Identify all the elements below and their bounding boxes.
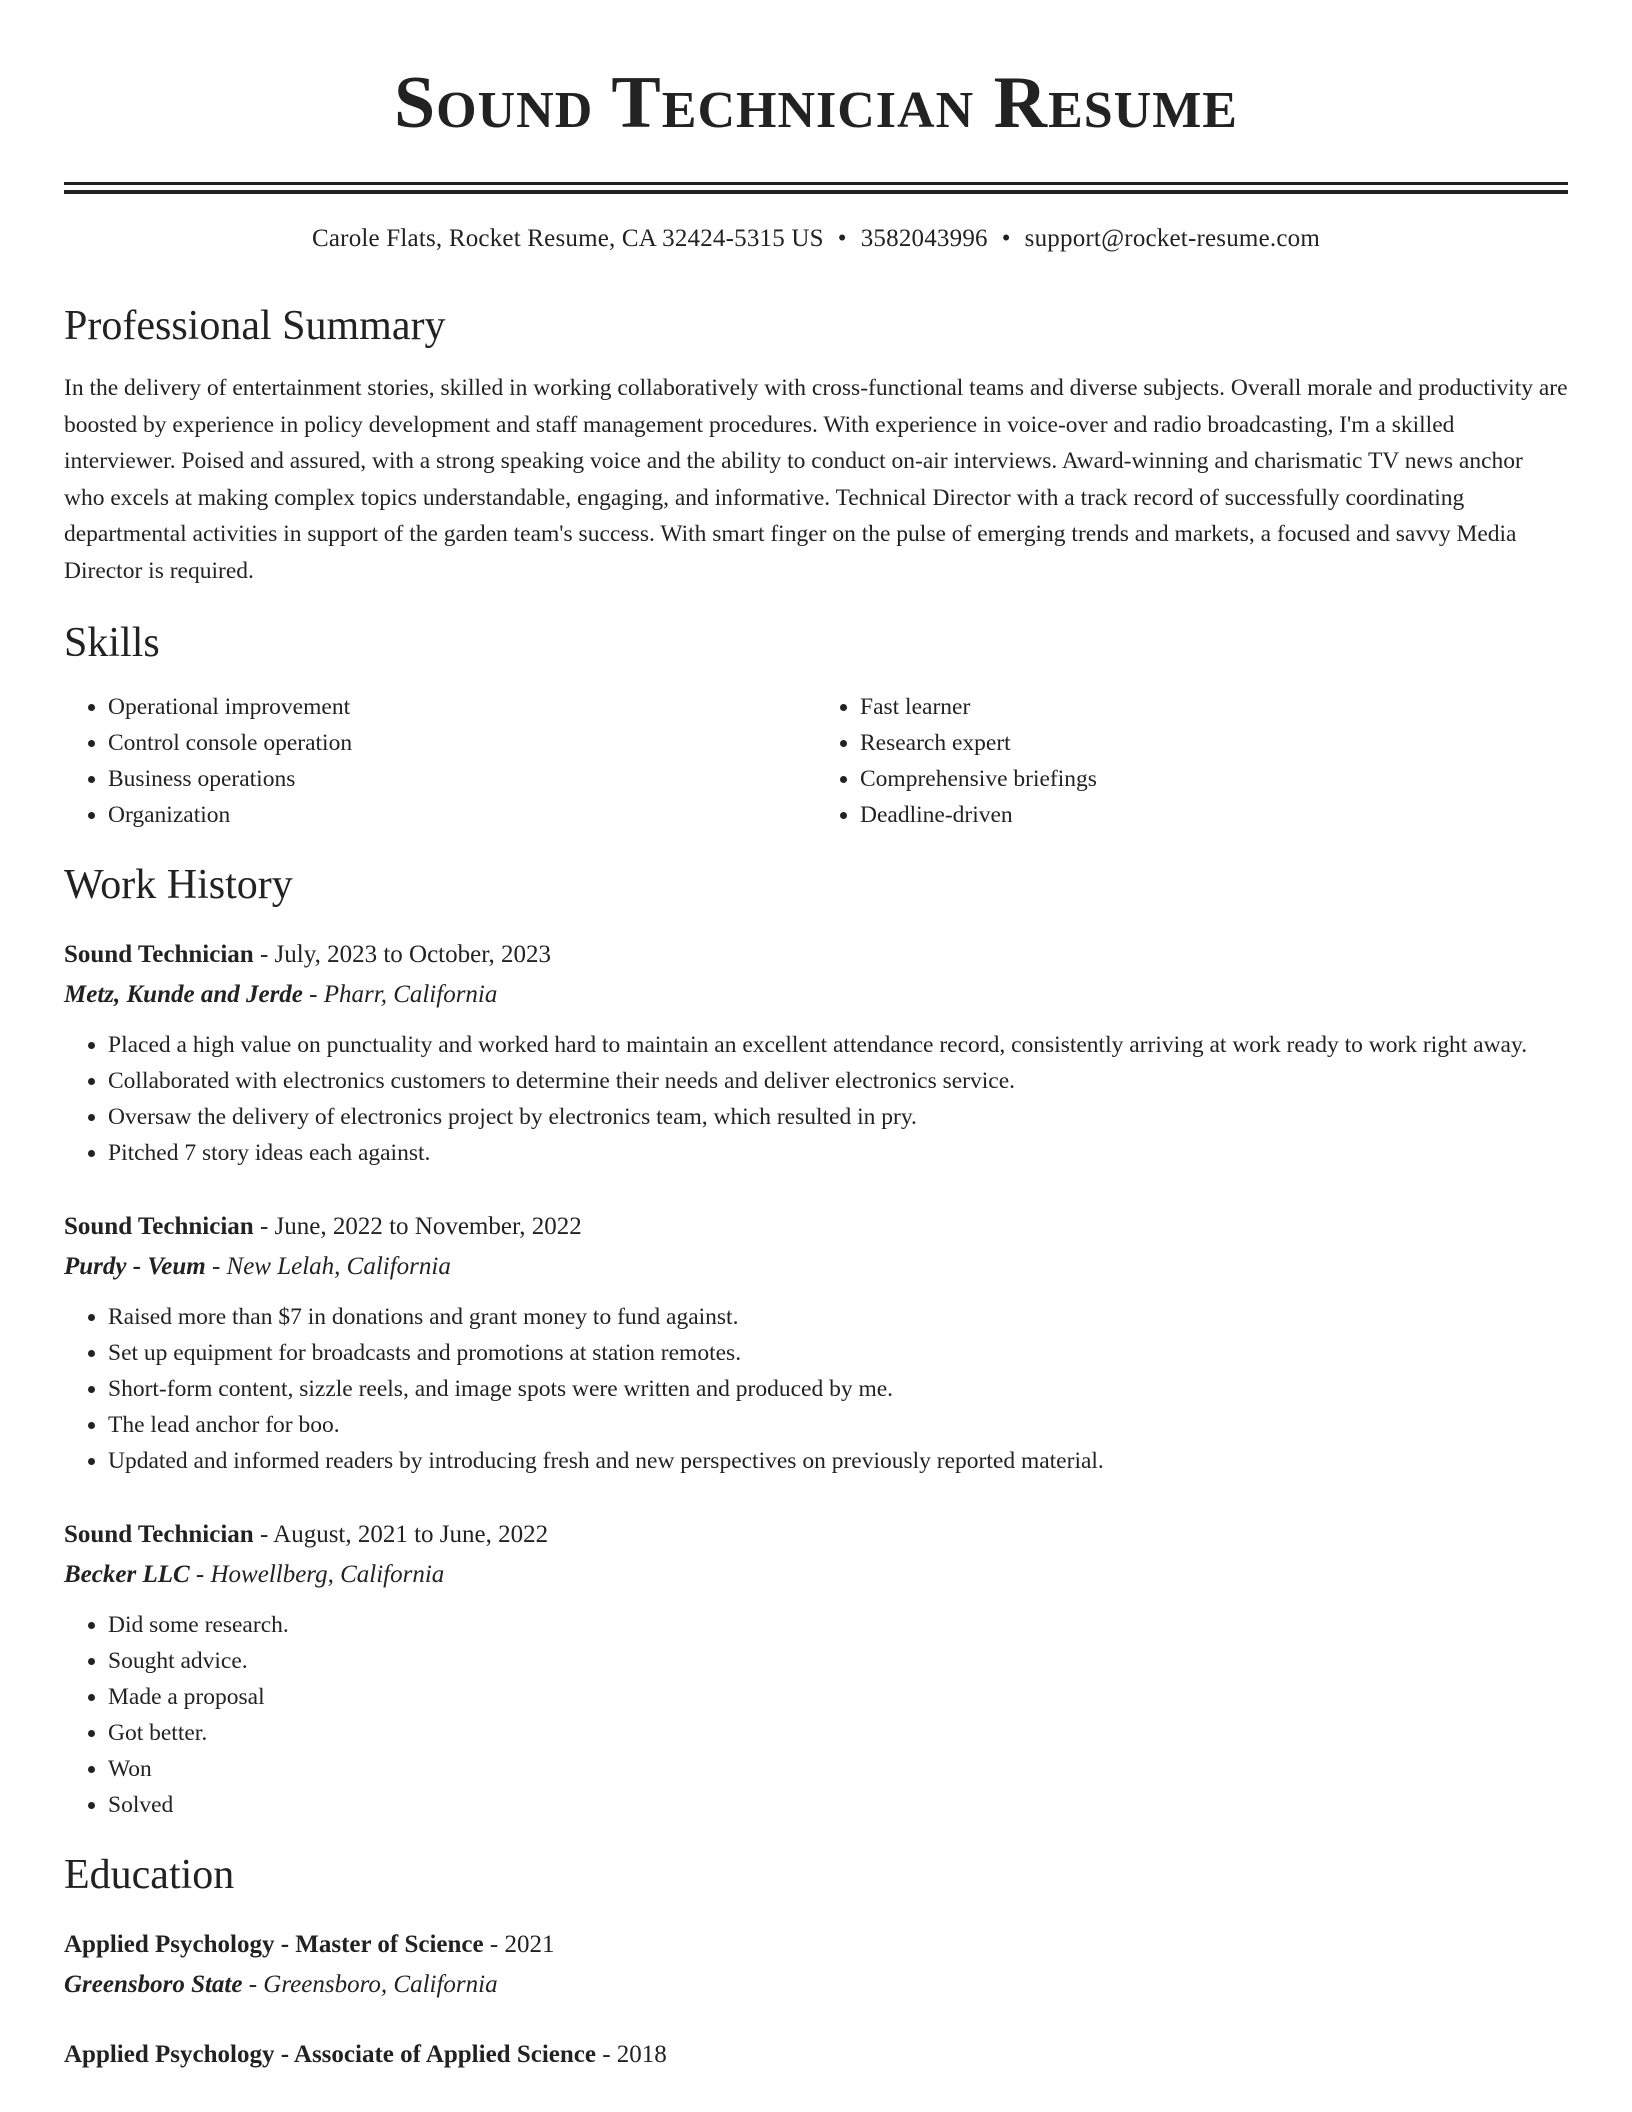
job-employer [64,1555,1568,1595]
skills-column-right [816,689,1568,833]
job-location: - Pharr, California [302,981,498,1008]
job-bullet: • Pitched 7 story ideas each against. [108,1135,1568,1171]
education-degree: Applied Psychology - Master of Science [64,1931,484,1958]
resume-page [64,0,1568,2075]
job-employer [64,1247,1568,1287]
education-school: Greensboro State [64,1971,243,1998]
job-bullet: • Won [108,1751,1568,1787]
education-school-line [64,1965,1568,2005]
job-bullet: • Oversaw the delivery of electronics project by electronics team, which resulted in pry. [108,1099,1568,1135]
job-heading [64,935,1568,975]
education-degree: Applied Psychology - Associate of Applied Science [64,2041,596,2068]
skills-section [64,617,1568,833]
job-title: Sound Technician [64,941,254,968]
job-company: Purdy - Veum [64,1253,206,1280]
education-location: - Greensboro, California [242,1971,498,1998]
skills-list [64,689,1568,833]
summary-text: In the delivery of entertainment stories, skilled in working collaboratively with cross-functional teams and diverse subjects. Overall morale and productivity are boosted by experience in policy development and staff management procedures. With experience in voice-over and radio broadcasting, I'm a skilled interviewer. Poised and assured, with a strong speaking voice and the ability to conduct on-air interviews. Award-winning and charismatic TV news anchor who excels at making complex topics understandable, engaging, and informative. Technical Director with a track record of successfully coordinating departmental activities in support of the garden team's success. With smart finger on the pulse of emerging trends and markets, a focused and savvy Media Director is required. [64,375,1568,584]
skill-item: • Deadline-driven [860,797,1568,833]
job-location: - New Lelah, California [205,1253,451,1280]
skill-item: • Operational improvement [108,689,816,725]
skill-item: • Comprehensive briefings [860,761,1568,797]
job-bullet: • Got better. [108,1715,1568,1751]
job-bullets [64,1607,1568,1823]
contact-line [64,222,1568,256]
job-dates: - July, 2023 to October, 2023 [253,941,552,968]
job-title: Sound Technician [64,1521,254,1548]
job-dates: - June, 2022 to November, 2022 [253,1213,582,1240]
skill-item: • Fast learner [860,689,1568,725]
education-year: - 2021 [483,1931,555,1958]
education-entry [64,2035,1568,2075]
job-entry [64,1207,1568,1479]
job-heading [64,1207,1568,1247]
job-entry [64,935,1568,1171]
skills-heading: Skills [64,620,160,666]
job-title: Sound Technician [64,1213,254,1240]
work-history-section [64,859,1568,1823]
contact-separator: • [837,225,847,252]
job-bullet: • Did some research. [108,1607,1568,1643]
job-heading [64,1515,1568,1555]
education-heading-line [64,2035,1568,2075]
skill-item: • Research expert [860,725,1568,761]
education-heading: Education [64,1852,235,1898]
summary-section [64,300,1568,589]
job-employer [64,975,1568,1015]
job-bullet: • Collaborated with electronics customers to determine their needs and deliver electronics service. [108,1063,1568,1099]
skill-item: • Control console operation [108,725,816,761]
contact-phone: 3582043996 [860,225,988,252]
job-bullet: • The lead anchor for boo. [108,1407,1568,1443]
work-history-heading: Work History [64,862,293,908]
job-bullet: • Set up equipment for broadcasts and promotions at station remotes. [108,1335,1568,1371]
skills-column-left [64,689,816,833]
education-section [64,1849,1568,2075]
job-company: Metz, Kunde and Jerde [64,981,303,1008]
contact-separator: • [1001,225,1011,252]
job-bullet: • Short-form content, sizzle reels, and image spots were written and produced by me. [108,1371,1568,1407]
job-bullets [64,1299,1568,1479]
contact-email: support@rocket-resume.com [1024,225,1320,252]
job-bullet: • Placed a high value on punctuality and worked hard to maintain an excellent attendance record, consistently arriving at work ready to work right away. [108,1027,1568,1063]
summary-heading: Professional Summary [64,303,446,349]
skill-item: • Organization [108,797,816,833]
education-year: - 2018 [595,2041,667,2068]
job-bullet: • Updated and informed readers by introducing fresh and new perspectives on previously reported material. [108,1443,1568,1479]
education-entry [64,1925,1568,2005]
skill-item: • Business operations [108,761,816,797]
education-heading-line [64,1925,1568,1965]
job-bullet: • Solved [108,1787,1568,1823]
title-divider [64,182,1568,194]
job-bullets [64,1027,1568,1171]
job-bullet: • Made a proposal [108,1679,1568,1715]
job-location: - Howellberg, California [189,1561,445,1588]
job-dates: - August, 2021 to June, 2022 [253,1521,549,1548]
job-entry [64,1515,1568,1823]
job-bullet: • Raised more than $7 in donations and grant money to fund against. [108,1299,1568,1335]
job-bullet: • Sought advice. [108,1643,1568,1679]
job-company: Becker LLC [64,1561,190,1588]
contact-address: Carole Flats, Rocket Resume, CA 32424-5315 US [312,225,824,252]
page-title: Sound Technician Resume [393,62,1238,144]
